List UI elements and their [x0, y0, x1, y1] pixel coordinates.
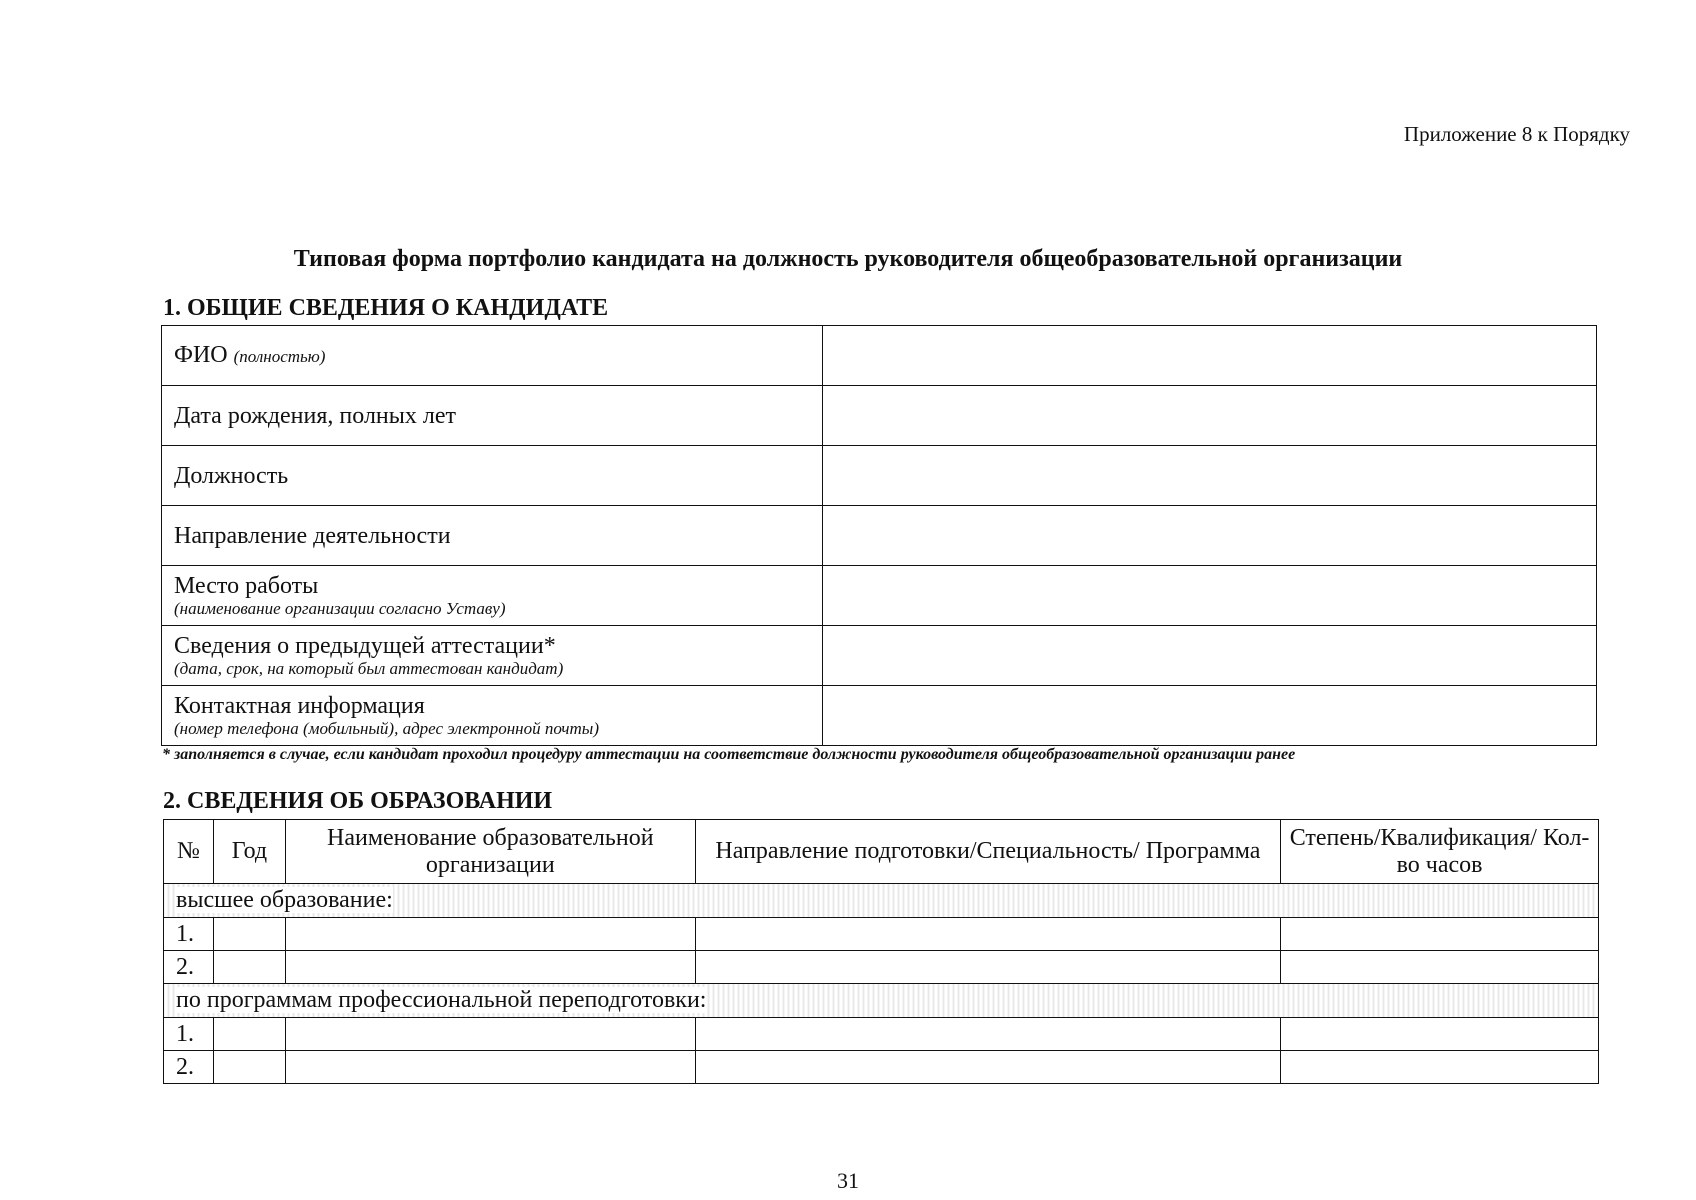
organization-cell[interactable] [285, 1018, 695, 1051]
table-row [164, 951, 1599, 984]
column-header-organization: Наименование образовательной организации [285, 820, 695, 884]
qualification-cell[interactable] [1281, 1018, 1599, 1051]
table-row [162, 506, 1597, 566]
header-row [164, 820, 1599, 884]
group-row-higher-education [164, 884, 1599, 918]
table-row [162, 386, 1597, 446]
specialty-cell[interactable] [695, 951, 1281, 984]
table-row [162, 566, 1597, 626]
column-header-qualification: Степень/Квалификация/ Кол-во часов [1281, 820, 1599, 884]
attestation-field[interactable] [823, 626, 1597, 686]
organization-cell[interactable] [285, 951, 695, 984]
table-row [164, 918, 1599, 951]
group-row-retraining [164, 984, 1599, 1018]
table-row [162, 326, 1597, 386]
row-number: 2. [164, 1051, 214, 1084]
specialty-cell[interactable] [695, 1018, 1281, 1051]
contacts-field[interactable] [823, 686, 1597, 746]
year-cell[interactable] [213, 918, 285, 951]
section-1-heading: 1. ОБЩИЕ СВЕДЕНИЯ О КАНДИДАТЕ [163, 295, 609, 321]
column-header-specialty: Направление подготовки/Специальность/ Программа [695, 820, 1281, 884]
fio-field[interactable] [823, 326, 1597, 386]
position-field[interactable] [823, 446, 1597, 506]
footnote: * заполняется в случае, если кандидат проходил процедуру аттестации на соответствие должности руководителя общеобразовательной организации ранее [162, 746, 1296, 763]
table-row [164, 1051, 1599, 1084]
row-label-birth: Дата рождения, полных лет [162, 386, 823, 446]
birth-field[interactable] [823, 386, 1597, 446]
activity-field[interactable] [823, 506, 1597, 566]
row-hint: (номер телефона (мобильный), адрес электронной почты) [174, 719, 599, 738]
row-label-workplace: Место работы (наименование организации согласно Уставу) [162, 566, 823, 626]
row-hint: (дата, срок, на который был аттестован кандидат) [174, 659, 564, 678]
column-header-number: № [164, 820, 214, 884]
group-label: по программам профессиональной переподготовки: [164, 984, 1599, 1018]
general-info-table [161, 325, 1597, 746]
specialty-cell[interactable] [695, 1051, 1281, 1084]
document-title: Типовая форма портфолио кандидата на должность руководителя общеобразовательной организации [293, 246, 1403, 272]
specialty-cell[interactable] [695, 918, 1281, 951]
qualification-cell[interactable] [1281, 918, 1599, 951]
row-label-fio: ФИО (полностью) [162, 326, 823, 386]
year-cell[interactable] [213, 1051, 285, 1084]
table-row [162, 446, 1597, 506]
page-number: 31 [837, 1168, 859, 1193]
year-cell[interactable] [213, 1018, 285, 1051]
table-row [162, 686, 1597, 746]
row-number: 1. [164, 1018, 214, 1051]
row-label-contacts: Контактная информация (номер телефона (мобильный), адрес электронной почты) [162, 686, 823, 746]
organization-cell[interactable] [285, 918, 695, 951]
organization-cell[interactable] [285, 1051, 695, 1084]
table-row [162, 626, 1597, 686]
row-number: 2. [164, 951, 214, 984]
workplace-field[interactable] [823, 566, 1597, 626]
row-label-position: Должность [162, 446, 823, 506]
row-hint: (полностью) [233, 346, 326, 366]
row-label-attestation: Сведения о предыдущей аттестации* (дата, срок, на который был аттестован кандидат) [162, 626, 823, 686]
row-number: 1. [164, 918, 214, 951]
column-header-year: Год [213, 820, 285, 884]
qualification-cell[interactable] [1281, 951, 1599, 984]
group-label: высшее образование: [164, 884, 1599, 918]
table-row [164, 1018, 1599, 1051]
year-cell[interactable] [213, 951, 285, 984]
appendix-label: Приложение 8 к Порядку [1403, 122, 1630, 146]
education-table [163, 819, 1599, 1084]
row-label-activity: Направление деятельности [162, 506, 823, 566]
row-hint: (наименование организации согласно Уставу) [174, 599, 506, 618]
section-2-heading: 2. СВЕДЕНИЯ ОБ ОБРАЗОВАНИИ [163, 788, 553, 814]
qualification-cell[interactable] [1281, 1051, 1599, 1084]
